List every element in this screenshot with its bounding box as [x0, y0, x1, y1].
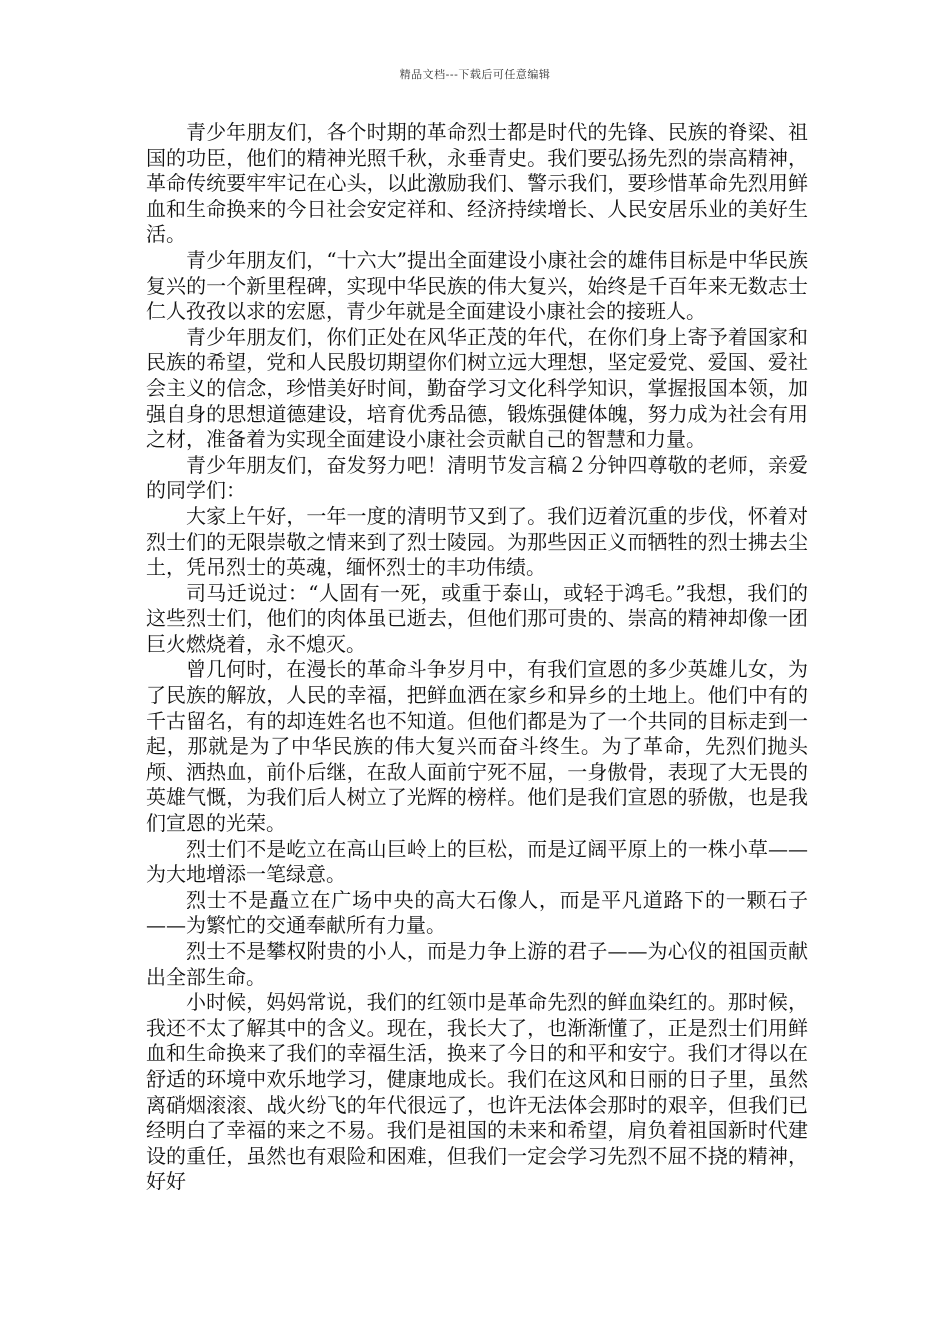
- document-body: [146, 120, 808, 1195]
- paragraph: 青少年朋友们，奋发努力吧！清明节发言稿２分钟四尊敬的老师，亲爱的同学们：: [146, 452, 808, 503]
- paragraph: 小时候，妈妈常说，我们的红领巾是革命先烈的鲜血染红的。那时候，我还不太了解其中的含义。现在，我长大了，也渐渐懂了，正是烈士们用鲜血和生命换来了我们的幸福生活，换来了今日的和平和安宁。我们才得以在舒适的环境中欢乐地学习，健康地成长。我们在这风和日丽的日子里，虽然离硝烟滚滚、战火纷飞的年代很远了，也许无法体会那时的艰辛，但我们已经明白了幸福的来之不易。我们是祖国的未来和希望，肩负着祖国新时代建设的重任，虽然也有艰险和困难，但我们一定会学习先烈不屈不挠的精神，好好: [146, 990, 808, 1194]
- paragraph: 青少年朋友们，你们正处在风华正茂的年代，在你们身上寄予着国家和民族的希望，党和人民殷切期望你们树立远大理想，坚定爱党、爱国、爱社会主义的信念，珍惜美好时间，勤奋学习文化科学知识，掌握报国本领，加强自身的思想道德建设，培育优秀品德，锻炼强健体魄，努力成为社会有用之材，准备着为实现全面建设小康社会贡献自己的智慧和力量。: [146, 324, 808, 452]
- paragraph: 大家上午好，一年一度的清明节又到了。我们迈着沉重的步伐，怀着对烈士们的无限崇敬之情来到了烈士陵园。为那些因正义而牺牲的烈士拂去尘土，凭吊烈士的英魂，缅怀烈士的丰功伟绩。: [146, 503, 808, 580]
- paragraph: 曾几何时，在漫长的革命斗争岁月中，有我们宣恩的多少英雄儿女，为了民族的解放，人民的幸福，把鲜血洒在家乡和异乡的土地上。他们中有的千古留名，有的却连姓名也不知道。但他们都是为了一个共同的目标走到一起，那就是为了中华民族的伟大复兴而奋斗终生。为了革命，先烈们抛头颅、洒热血，前仆后继，在敌人面前宁死不屈，一身傲骨，表现了大无畏的英雄气慨，为我们后人树立了光辉的榜样。他们是我们宣恩的骄傲，也是我们宣恩的光荣。: [146, 657, 808, 836]
- paragraph: 青少年朋友们，各个时期的革命烈士都是时代的先锋、民族的脊梁、祖国的功臣，他们的精神光照千秋，永垂青史。我们要弘扬先烈的崇高精神，革命传统要牢牢记在心头，以此激励我们、警示我们，要珍惜革命先烈用鲜血和生命换来的今日社会安定祥和、经济持续增长、人民安居乐业的美好生活。: [146, 120, 808, 247]
- paragraph: 司马迁说过：“人固有一死，或重于泰山，或轻于鸿毛。”我想，我们的这些烈士们，他们的肉体虽已逝去，但他们那可贵的、崇高的精神却像一团巨火燃烧着，永不熄灭。: [146, 580, 808, 656]
- paragraph: 烈士们不是屹立在高山巨岭上的巨松，而是辽阔平原上的一株小草——为大地增添一笔绿意。: [146, 836, 808, 887]
- page-header: 精品文档---下载后可任意编辑: [399, 68, 551, 81]
- paragraph: 烈士不是矗立在广场中央的高大石像人，而是平凡道路下的一颗石子——为繁忙的交通奉献所有力量。: [146, 887, 808, 938]
- paragraph: 烈士不是攀权附贵的小人，而是力争上游的君子——为心仪的祖国贡献出全部生命。: [146, 939, 808, 989]
- paragraph: 青少年朋友们，“十六大”提出全面建设小康社会的雄伟目标是中华民族复兴的一个新里程碑，实现中华民族的伟大复兴，始终是千百年来无数志士仁人孜孜以求的宏愿，青少年就是全面建设小康社会的接班人。: [146, 247, 808, 324]
